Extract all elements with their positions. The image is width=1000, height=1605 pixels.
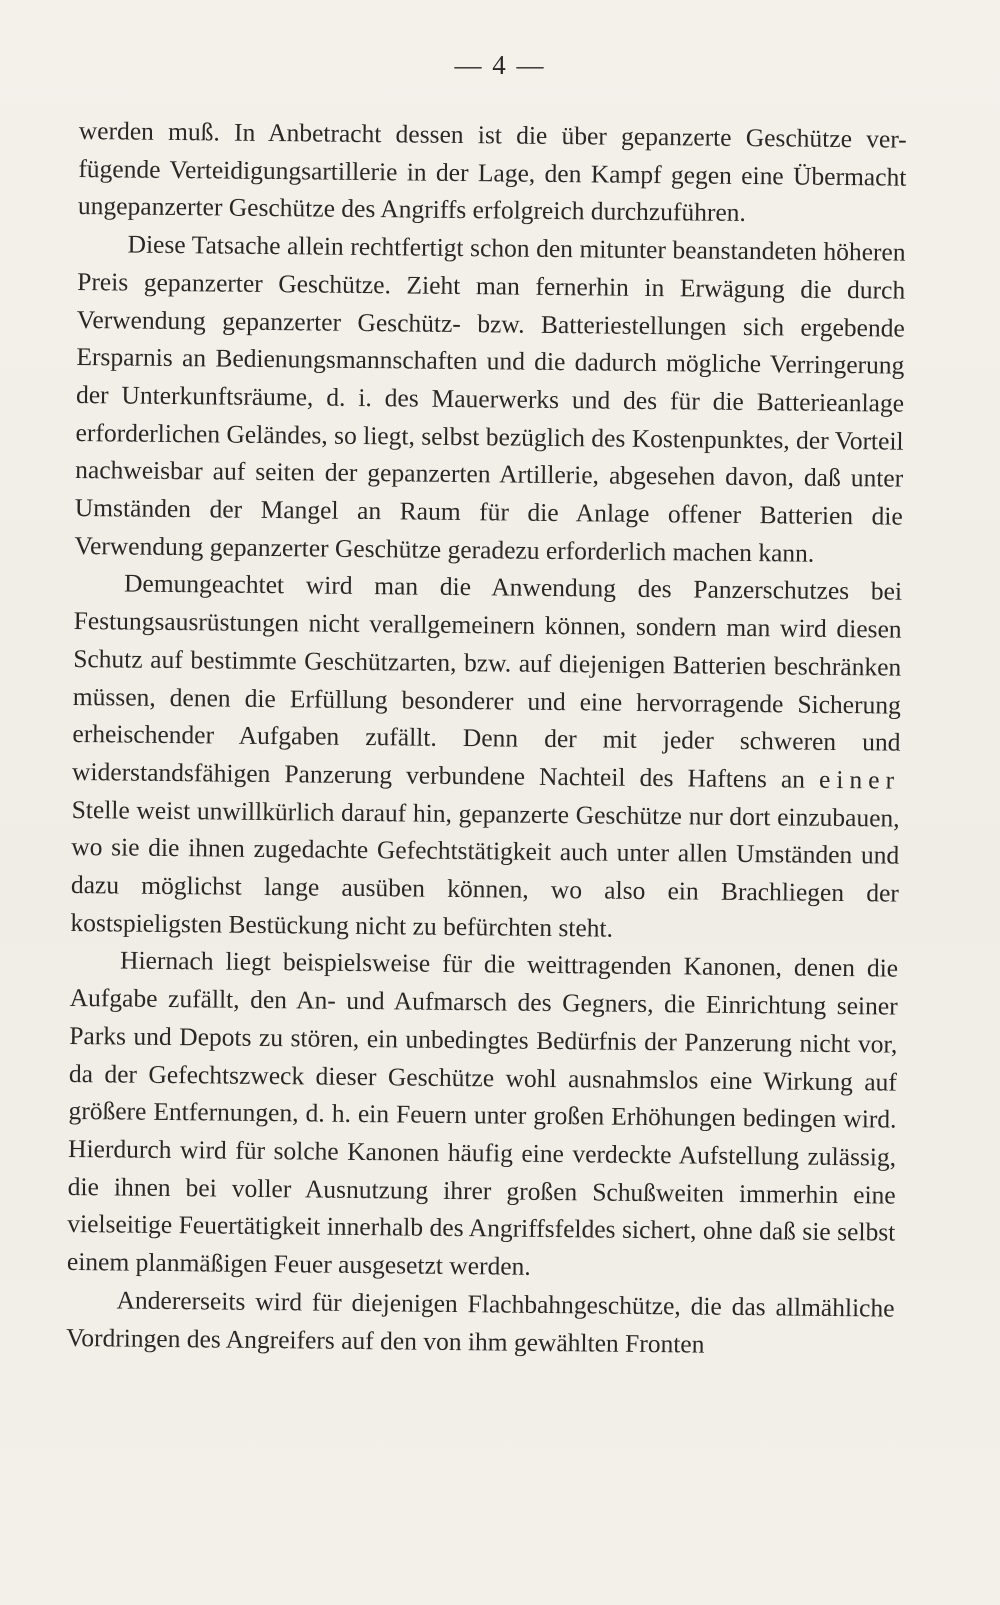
paragraph-4: Hiernach liegt beispielsweise für die weittragenden Kanonen, denen die Aufgabe zufällt, den An- und Aufmarsch des Gegners, die Einrichtung seiner Parks und Depots zu stören, ein unbedingtes Bedürfnis der Panzerung nicht vor, da der Gefechtszweck dieser Geschütze wohl ausnahmslos eine Wirkung auf größere Entfernungen, d. h. ein Feuern unter großen Erhöhungen bedingen wird. Hierdurch wird für solche Kanonen häufig eine verdeckte Aufstellung zulässig, die ihnen bei voller Ausnutzung ihrer großen Schußweiten immerhin eine vielseitige Feuertätigkeit innerhalb des Angriffsfeldes sichert, ohne daß sie selbst einem planmäßigen Feuer ausgesetzt werden. [66, 945, 899, 1281]
body-text [66, 112, 907, 1365]
paragraph-3 [70, 564, 902, 950]
paragraph-1: werden muß. In Anbetracht dessen ist die über gepanzerte Geschütze ver-fügende Verteidigungsartillerie in der Lage, den Kampf gegen eine Übermacht ungepanzerter Geschütze des Angriffs erfolgreich durchzuführen. [77, 115, 907, 228]
emphasized-word: einer [818, 764, 901, 795]
paragraph-3-text-before: Demungeachtet wird man die Anwendung des Panzerschutzes bei Festungsausrüstungen nicht verallgemeinern können, sondern man wird diesen Schutz auf bestimmte Geschützarten, bzw. auf diejenigen Batterien beschränken müssen, denen die Erfüllung besonderer und eine hervorragende Sicherung erheischender Aufgaben zufällt. Denn der mit jeder schweren und widerstandsfähigen Panzerung verbundene Nachteil des Haftens an [71, 568, 903, 794]
paragraph-2: Diese Tatsache allein rechtfertigt schon den mitunter beanstandeten höheren Preis gepanzerter Geschütze. Zieht man fernerhin in Erwägung die durch Verwendung gepanzerter Geschütz- bzw. Batteriestellungen sich ergebende Ersparnis an Bedienungsmannschaften und die dadurch mögliche Verringerung der Unterkunftsräume, d. i. des Mauerwerks und des für die Batterieanlage erforderlichen Geländes, so liegt, selbst bezüglich des Kostenpunktes, der Vorteil nachweisbar auf seiten der gepanzerten Artillerie, abgesehen davon, daß unter Umständen der Mangel an Raum für die Anlage offener Batterien die Verwendung gepanzerter Geschütze geradezu erforderlich machen kann. [74, 229, 906, 568]
paragraph-3-text-after: Stelle weist unwillkürlich darauf hin, gepanzerte Geschütze nur dort einzubauen, wo sie die ihnen zugedachte Gefechtstätigkeit auch unter allen Umständen und dazu möglichst lange ausüben können, wo also ein Brachliegen der kostspieligsten Bestückung nicht zu befürchten steht. [70, 794, 900, 943]
page-number: — 4 — [454, 50, 546, 80]
paragraph-5: Andererseits wird für diejenigen Flachbahngeschütze, die das allmähliche Vordringen des Angreifers auf den von ihm gewählten Fronten [66, 1285, 895, 1359]
